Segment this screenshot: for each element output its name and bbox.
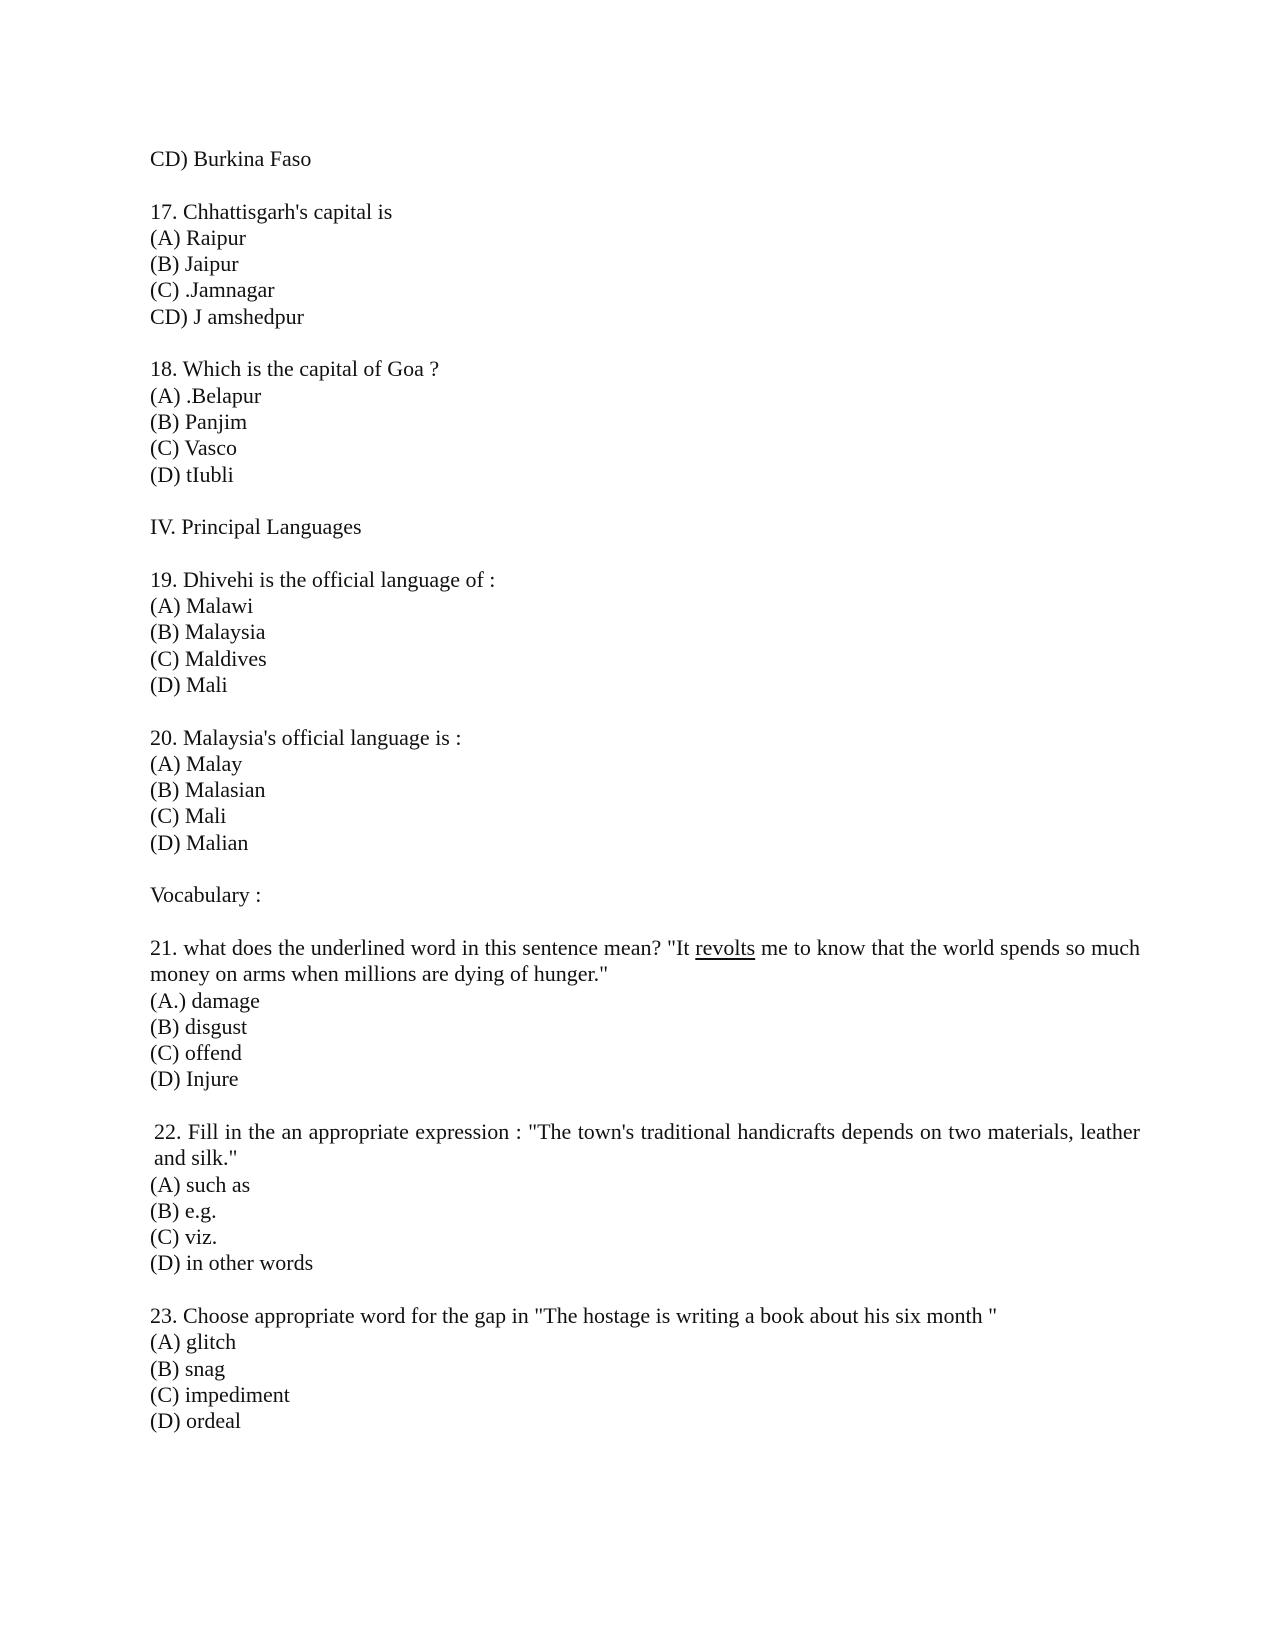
option-b: (B) Panjim	[150, 408, 248, 434]
option-d: (D) Malian	[150, 829, 249, 855]
option-d: (D) Mali	[150, 671, 228, 697]
question-text: 22. Fill in the an appropriate expression : "The town's traditional handicrafts depends on two materials, leather and silk."	[154, 1118, 1140, 1171]
question-17	[150, 199, 1140, 330]
question-18	[150, 356, 1140, 487]
spacer	[150, 540, 1140, 566]
question-text: 19. Dhivehi is the official language of :	[150, 566, 496, 592]
document-page	[150, 146, 1140, 1435]
question-22	[150, 1119, 1140, 1277]
spacer	[150, 1277, 1140, 1303]
spacer	[150, 909, 1140, 935]
option-a: (A) .Belapur	[150, 382, 262, 408]
option-c: (C) .Jamnagar	[150, 277, 275, 303]
question-text	[150, 935, 1140, 988]
spacer	[150, 698, 1140, 724]
option-b: (B) Jaipur	[150, 251, 239, 277]
option-c: (C) Maldives	[150, 645, 267, 671]
question-text: 17. Chhattisgarh's capital is	[150, 198, 393, 224]
section-heading-languages: IV. Principal Languages	[150, 514, 362, 540]
option-d: (D) Injure	[150, 1066, 239, 1092]
spacer	[150, 330, 1140, 356]
option-c: (C) viz.	[150, 1224, 218, 1250]
option-a: (A) Raipur	[150, 224, 246, 250]
option-c: (C) Vasco	[150, 435, 237, 461]
option-b: (B) Malasian	[150, 777, 266, 803]
section-heading-vocabulary: Vocabulary :	[150, 882, 262, 908]
option-a: (A) Malawi	[150, 593, 254, 619]
question-text: 23. Choose appropriate word for the gap in "The hostage is writing a book about his six month "	[150, 1303, 998, 1329]
option-d: (D) tIubli	[150, 461, 234, 487]
option-b: (B) disgust	[150, 1013, 248, 1039]
option-d: (D) in other words	[150, 1250, 314, 1276]
spacer	[150, 488, 1140, 514]
q16-option-d: CD) Burkina Faso	[150, 146, 312, 171]
question-19	[150, 567, 1140, 698]
option-b: (B) e.g.	[150, 1197, 217, 1223]
option-d: CD) J amshedpur	[150, 303, 304, 329]
underlined-word: revolts	[695, 934, 756, 960]
option-b: (B) Malaysia	[150, 619, 266, 645]
option-a: (A) Malay	[150, 750, 243, 776]
option-c: (C) impediment	[150, 1381, 290, 1407]
option-b: (B) snag	[150, 1355, 226, 1381]
option-a: (A) glitch	[150, 1329, 237, 1355]
question-21	[150, 935, 1140, 1093]
question-text-end: me to know that the world spends so much money on arms when millions are dying of hunger."	[150, 934, 1141, 987]
spacer	[150, 1093, 1140, 1119]
question-text: 18. Which is the capital of Goa ?	[150, 356, 440, 382]
option-c: (C) Mali	[150, 803, 227, 829]
option-d: (D) ordeal	[150, 1408, 242, 1434]
option-a: (A.) damage	[150, 987, 260, 1013]
question-20	[150, 725, 1140, 856]
spacer	[150, 856, 1140, 882]
option-a: (A) such as	[150, 1171, 251, 1197]
spacer	[150, 172, 1140, 198]
question-23	[150, 1303, 1140, 1434]
question-text-start: 21. what does the underlined word in this sentence mean? "It	[150, 934, 696, 960]
question-text: 20. Malaysia's official language is :	[150, 724, 462, 750]
option-c: (C) offend	[150, 1040, 242, 1066]
